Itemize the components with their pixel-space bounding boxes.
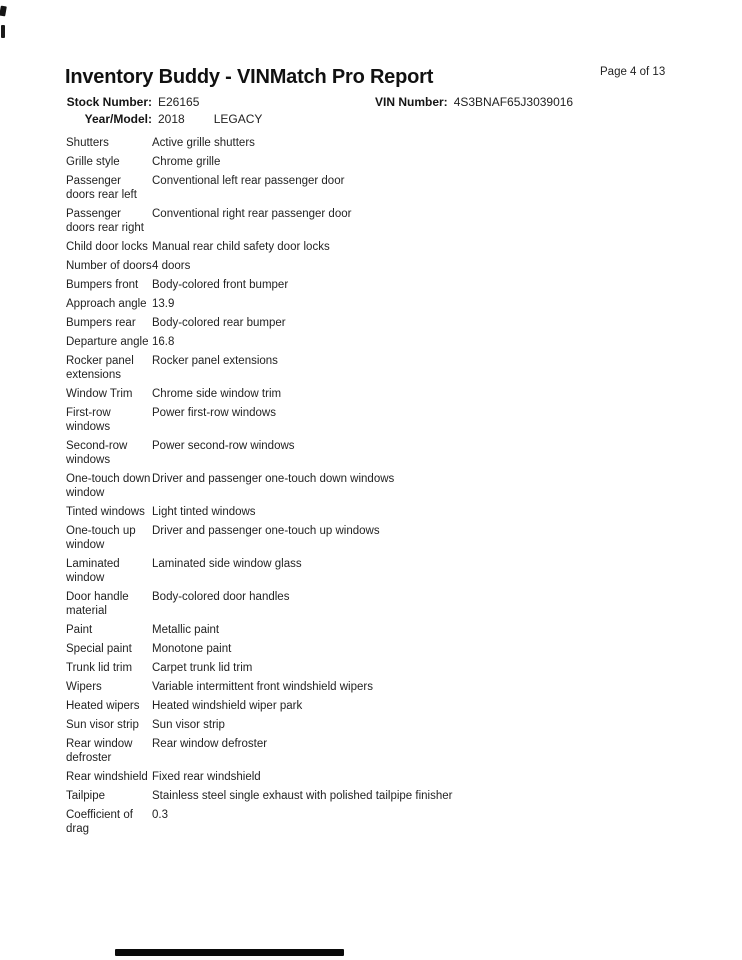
spec-value: 0.3 <box>152 809 168 821</box>
spec-row <box>66 680 696 694</box>
spec-label: Rear window defroster <box>66 738 133 764</box>
spec-row <box>66 770 696 784</box>
spec-value: Metallic paint <box>152 624 220 636</box>
vin-number-field <box>375 95 573 109</box>
spec-value: Active grille shutters <box>152 137 255 149</box>
spec-value: Power second-row windows <box>152 440 295 452</box>
spec-row <box>66 387 696 401</box>
stock-number-value: E26165 <box>158 95 200 109</box>
spec-label: Special paint <box>66 643 132 655</box>
spec-row <box>66 718 696 732</box>
spec-row <box>66 789 696 803</box>
spec-value: 13.9 <box>152 298 175 310</box>
scan-artifact-corner-mark <box>1 25 5 38</box>
spec-value: Stainless steel single exhaust with polished tailpipe finisher <box>152 790 453 802</box>
spec-label: Passenger doors rear left <box>66 175 137 201</box>
spec-row <box>66 316 696 330</box>
scan-artifact-bottom-bar <box>115 949 344 956</box>
spec-label: One-touch down window <box>66 473 151 499</box>
spec-label: Laminated window <box>66 558 120 584</box>
spec-value: Heated windshield wiper park <box>152 700 303 712</box>
spec-row <box>66 297 696 311</box>
spec-value: Driver and passenger one-touch down windows <box>152 473 395 485</box>
spec-value: Rocker panel extensions <box>152 355 278 367</box>
spec-value: Body-colored door handles <box>152 591 290 603</box>
spec-row <box>66 439 696 467</box>
spec-value: Body-colored rear bumper <box>152 317 286 329</box>
spec-row <box>66 174 696 202</box>
spec-label: Window Trim <box>66 388 133 400</box>
spec-value: Conventional left rear passenger door <box>152 175 345 187</box>
spec-label: Second-row windows <box>66 440 128 466</box>
spec-label: Paint <box>66 624 93 636</box>
spec-value: Chrome side window trim <box>152 388 282 400</box>
spec-label: First-row windows <box>66 407 111 433</box>
spec-value: Power first-row windows <box>152 407 276 419</box>
stock-number-label: Stock Number: <box>66 95 152 109</box>
spec-row <box>66 661 696 675</box>
spec-value: Fixed rear windshield <box>152 771 261 783</box>
year-value: 2018 <box>158 112 185 126</box>
spec-label: Rear windshield <box>66 771 148 783</box>
model-value: LEGACY <box>213 112 263 126</box>
spec-label: Wipers <box>66 681 102 693</box>
spec-value: Variable intermittent front windshield wipers <box>152 681 373 693</box>
spec-value: Body-colored front bumper <box>152 279 289 291</box>
spec-label: Passenger doors rear right <box>66 208 144 234</box>
year-model-label: Year/Model: <box>84 112 152 126</box>
spec-value: Manual rear child safety door locks <box>152 241 330 253</box>
stock-number-field <box>0 95 199 109</box>
spec-value: 16.8 <box>152 336 175 348</box>
spec-row <box>66 642 696 656</box>
spec-value: Light tinted windows <box>152 506 256 518</box>
spec-value: Chrome grille <box>152 156 221 168</box>
spec-row <box>66 207 696 235</box>
spec-label: Shutters <box>66 137 109 149</box>
year-model-field <box>0 112 262 126</box>
spec-label: Coefficient of drag <box>66 809 133 835</box>
spec-row <box>66 737 696 765</box>
scan-artifact-corner-mark <box>0 6 7 17</box>
spec-row <box>66 623 696 637</box>
spec-label: Tinted windows <box>66 506 145 518</box>
spec-label: Grille style <box>66 156 120 168</box>
spec-row <box>66 354 696 382</box>
spec-label: Bumpers rear <box>66 317 136 329</box>
spec-label: Tailpipe <box>66 790 105 802</box>
spec-label: Heated wipers <box>66 700 140 712</box>
spec-row <box>66 472 696 500</box>
spec-row <box>66 406 696 434</box>
spec-list <box>66 136 696 841</box>
spec-value: Monotone paint <box>152 643 232 655</box>
spec-label: One-touch up window <box>66 525 136 551</box>
spec-label: Departure angle <box>66 336 149 348</box>
spec-label: Approach angle <box>66 298 147 310</box>
spec-value: Laminated side window glass <box>152 558 302 570</box>
spec-row <box>66 155 696 169</box>
spec-row <box>66 557 696 585</box>
vin-number-label: VIN Number: <box>375 95 448 109</box>
spec-row <box>66 808 696 836</box>
spec-row <box>66 259 696 273</box>
spec-row <box>66 278 696 292</box>
spec-label: Sun visor strip <box>66 719 139 731</box>
spec-value: 4 doors <box>152 260 191 272</box>
page-title: Inventory Buddy - VINMatch Pro Report <box>65 66 434 88</box>
spec-value: Driver and passenger one-touch up windows <box>152 525 380 537</box>
spec-label: Rocker panel extensions <box>66 355 134 381</box>
spec-value: Carpet trunk lid trim <box>152 662 253 674</box>
page-number-indicator: Page 4 of 13 <box>600 66 666 78</box>
spec-label: Door handle material <box>66 591 129 617</box>
spec-value: Conventional right rear passenger door <box>152 208 352 220</box>
spec-value: Sun visor strip <box>152 719 225 731</box>
spec-label: Trunk lid trim <box>66 662 133 674</box>
spec-label: Number of doors <box>66 260 152 272</box>
spec-label: Child door locks <box>66 241 148 253</box>
spec-row <box>66 240 696 254</box>
vin-number-value: 4S3BNAF65J3039016 <box>453 95 574 109</box>
spec-row <box>66 505 696 519</box>
spec-row <box>66 136 696 150</box>
spec-value: Rear window defroster <box>152 738 268 750</box>
spec-row <box>66 335 696 349</box>
spec-row <box>66 524 696 552</box>
spec-row <box>66 590 696 618</box>
spec-row <box>66 699 696 713</box>
spec-label: Bumpers front <box>66 279 139 291</box>
